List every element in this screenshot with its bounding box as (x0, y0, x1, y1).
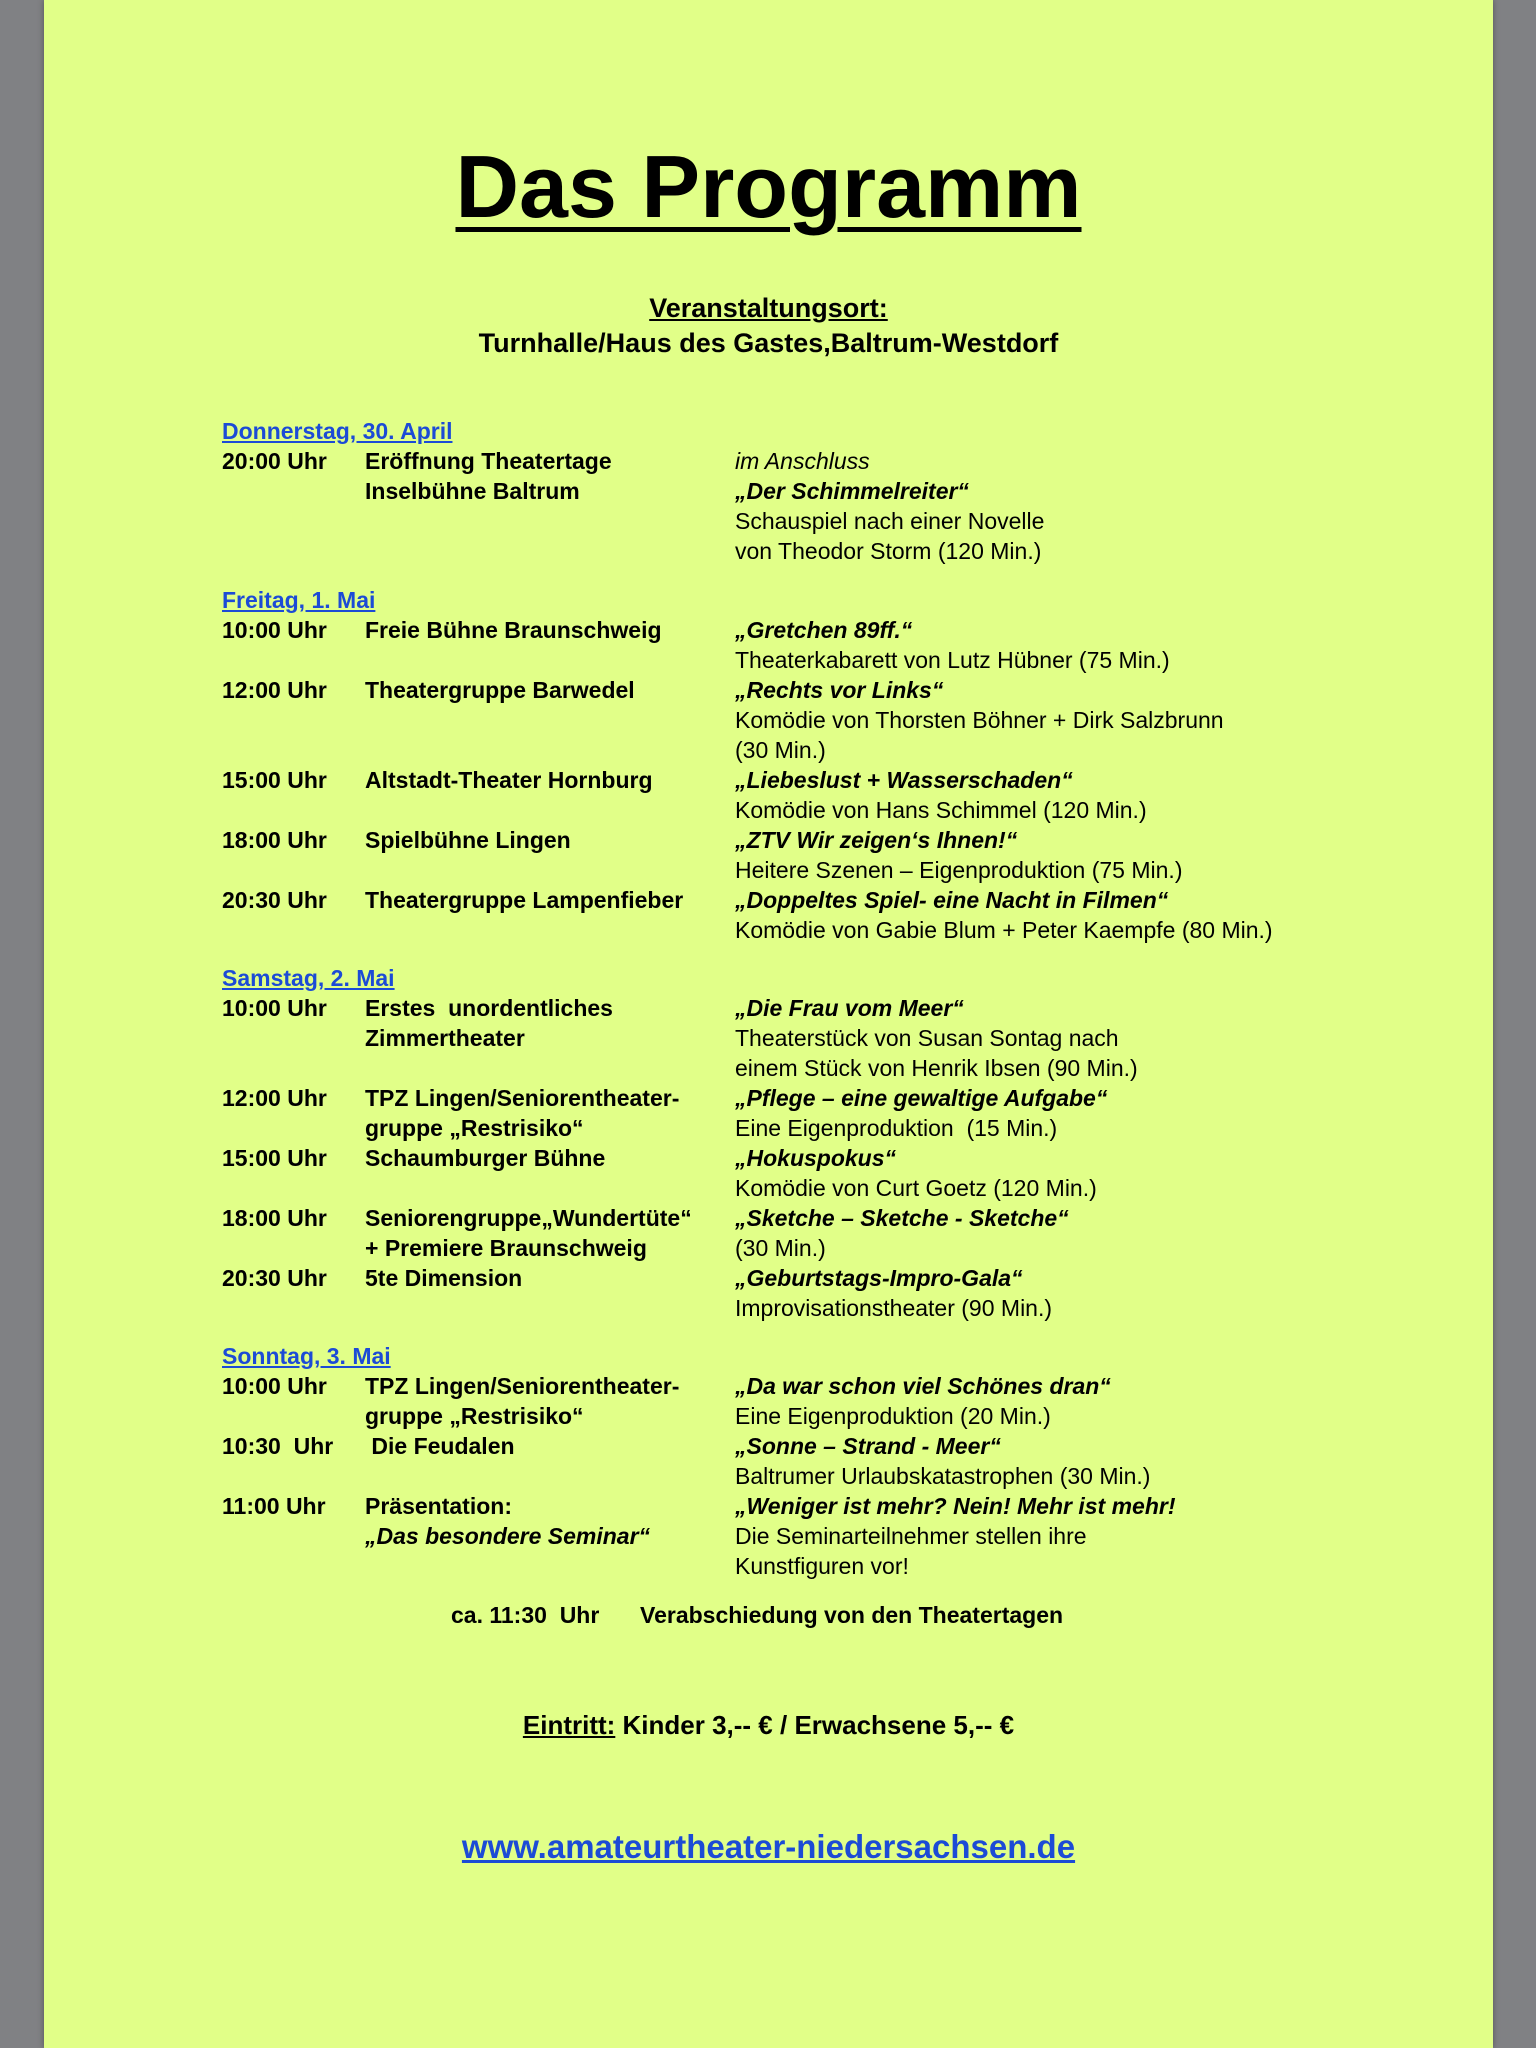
event-group: Schaumburger Bühne (365, 1145, 606, 1171)
schedule-row (222, 645, 1372, 675)
schedule-row (222, 615, 1372, 645)
event-description: „Pflege – eine gewaltige Aufgabe“ (735, 1085, 1108, 1111)
event-description: Eine Eigenproduktion (20 Min.) (735, 1403, 1051, 1429)
schedule-row (222, 1143, 1372, 1173)
event-time: 10:00 Uhr (222, 1373, 327, 1399)
event-group: Eröffnung Theatertage (365, 448, 612, 474)
schedule-row (222, 1203, 1372, 1233)
event-group: TPZ Lingen/Seniorentheater- (365, 1085, 680, 1111)
event-description: Eine Eigenproduktion (15 Min.) (735, 1115, 1058, 1141)
event-group: TPZ Lingen/Seniorentheater- (365, 1373, 680, 1399)
event-time: 20:00 Uhr (222, 448, 327, 474)
event-time: 15:00 Uhr (222, 1145, 327, 1171)
schedule-row (222, 1023, 1372, 1053)
event-description: „Rechts vor Links“ (735, 677, 944, 703)
event-time: 10:00 Uhr (222, 617, 327, 643)
event-group: „Das besondere Seminar“ (365, 1523, 651, 1549)
event-description: einem Stück von Henrik Ibsen (90 Min.) (735, 1055, 1138, 1081)
schedule-row (222, 675, 1372, 705)
schedule-row (222, 1551, 1372, 1581)
closing-line (44, 1600, 1493, 1630)
website-link[interactable]: www.amateurtheater-niedersachsen.de (461, 1828, 1076, 1865)
event-time: 10:30 Uhr (222, 1433, 334, 1459)
schedule-row (222, 1233, 1372, 1263)
closing-label: Verabschiedung von den Theatertagen (640, 1602, 1064, 1628)
event-group: 5te Dimension (365, 1265, 523, 1291)
event-description: „Weniger ist mehr? Nein! Mehr ist mehr! (735, 1493, 1176, 1519)
event-description: Heitere Szenen – Eigenproduktion (75 Min.) (735, 857, 1183, 883)
schedule-row (222, 1293, 1372, 1323)
event-description: (30 Min.) (735, 1235, 826, 1261)
event-description: Theaterstück von Susan Sontag nach (735, 1025, 1119, 1051)
schedule-row (222, 825, 1372, 855)
schedule-row (222, 1263, 1372, 1293)
event-time: 15:00 Uhr (222, 767, 327, 793)
schedule-row (222, 1521, 1372, 1551)
event-description: Schauspiel nach einer Novelle (735, 508, 1045, 534)
event-description: „Sonne – Strand - Meer“ (735, 1433, 1001, 1459)
schedule-row (222, 1461, 1372, 1491)
event-description: „Doppeltes Spiel- eine Nacht in Filmen“ (735, 887, 1169, 913)
event-description: Theaterkabarett von Lutz Hübner (75 Min.) (735, 647, 1170, 673)
entry-fee (44, 1712, 1493, 1738)
event-group: Theatergruppe Barwedel (365, 677, 635, 703)
event-description: von Theodor Storm (120 Min.) (735, 538, 1042, 564)
event-description: „Der Schimmelreiter“ (735, 478, 969, 504)
schedule-row (222, 885, 1372, 915)
event-description: „Liebeslust + Wasserschaden“ (735, 767, 1073, 793)
event-description: „Hokuspokus“ (735, 1145, 897, 1171)
event-group: Präsentation: (365, 1493, 512, 1519)
schedule-row (222, 705, 1372, 735)
schedule-row (222, 915, 1372, 945)
day-heading: Sonntag, 3. Mai (222, 1343, 391, 1369)
day-heading: Freitag, 1. Mai (222, 587, 376, 613)
schedule-row (222, 1083, 1372, 1113)
event-time: 12:00 Uhr (222, 677, 327, 703)
event-time: 12:00 Uhr (222, 1085, 327, 1111)
schedule-row (222, 795, 1372, 825)
event-description: Die Seminarteilnehmer stellen ihre (735, 1523, 1087, 1549)
schedule-row (222, 1053, 1372, 1083)
day-heading: Samstag, 2. Mai (222, 965, 395, 991)
event-description: Baltrumer Urlaubskatastrophen (30 Min.) (735, 1463, 1151, 1489)
schedule-row (222, 1401, 1372, 1431)
event-group: Inselbühne Baltrum (365, 478, 580, 504)
event-description: (30 Min.) (735, 737, 826, 763)
schedule-row (222, 855, 1372, 885)
event-group: gruppe „Restrisiko“ (365, 1403, 584, 1429)
event-group: Theatergruppe Lampenfieber (365, 887, 684, 913)
event-description: Kunstfiguren vor! (735, 1553, 909, 1579)
schedule-row (222, 1491, 1372, 1521)
entry-value: Kinder 3,-- € / Erwachsene 5,-- € (615, 1710, 1015, 1740)
event-time: 18:00 Uhr (222, 1205, 327, 1231)
schedule-row (222, 1371, 1372, 1401)
event-description: Improvisationstheater (90 Min.) (735, 1295, 1053, 1321)
event-group: Freie Bühne Braunschweig (365, 617, 662, 643)
event-description: Komödie von Gabie Blum + Peter Kaempfe (80 Min.) (735, 917, 1273, 943)
page-title: Das Programm (455, 137, 1082, 236)
schedule-row (222, 476, 1372, 506)
schedule-row (222, 735, 1372, 765)
event-description: Komödie von Curt Goetz (120 Min.) (735, 1175, 1097, 1201)
event-description: „Da war schon viel Schönes dran“ (735, 1373, 1111, 1399)
schedule-row (222, 506, 1372, 536)
event-group: Die Feudalen (365, 1433, 515, 1459)
venue-value: Turnhalle/Haus des Gastes,Baltrum-Westdorf (478, 328, 1059, 358)
event-description: „Die Frau vom Meer“ (735, 995, 964, 1021)
event-time: 11:00 Uhr (222, 1493, 326, 1519)
day-heading: Donnerstag, 30. April (222, 418, 453, 444)
event-time: 10:00 Uhr (222, 995, 327, 1021)
event-description: im Anschluss (735, 448, 870, 474)
event-group: + Premiere Braunschweig (365, 1235, 647, 1261)
schedule-row (222, 1113, 1372, 1143)
event-group: gruppe „Restrisiko“ (365, 1115, 584, 1141)
schedule-row (222, 1173, 1372, 1203)
schedule-row (222, 993, 1372, 1023)
event-group: Seniorengruppe„Wundertüte“ (365, 1205, 692, 1231)
venue-label: Veranstaltungsort: (649, 293, 888, 323)
event-description: „ZTV Wir zeigen‘s Ihnen!“ (735, 827, 1018, 853)
event-description: Komödie von Thorsten Böhner + Dirk Salzbrunn (735, 707, 1224, 733)
schedule-row (222, 765, 1372, 795)
event-time: 18:00 Uhr (222, 827, 327, 853)
event-description: „Geburtstags-Impro-Gala“ (735, 1265, 1023, 1291)
event-time: 20:30 Uhr (222, 887, 327, 913)
event-group: Zimmertheater (365, 1025, 525, 1051)
event-group: Spielbühne Lingen (365, 827, 571, 853)
event-group: Altstadt-Theater Hornburg (365, 767, 653, 793)
event-time: 20:30 Uhr (222, 1265, 327, 1291)
schedule-row (222, 1431, 1372, 1461)
program-page (44, 0, 1493, 2048)
event-description: Komödie von Hans Schimmel (120 Min.) (735, 797, 1147, 823)
event-group: Erstes unordentliches (365, 995, 613, 1021)
schedule-row (222, 536, 1372, 566)
event-description: „Gretchen 89ff.“ (735, 617, 913, 643)
event-description: „Sketche – Sketche - Sketche“ (735, 1205, 1069, 1231)
schedule-row (222, 446, 1372, 476)
entry-label: Eintritt: (522, 1710, 616, 1740)
closing-time: ca. 11:30 Uhr (451, 1602, 600, 1628)
